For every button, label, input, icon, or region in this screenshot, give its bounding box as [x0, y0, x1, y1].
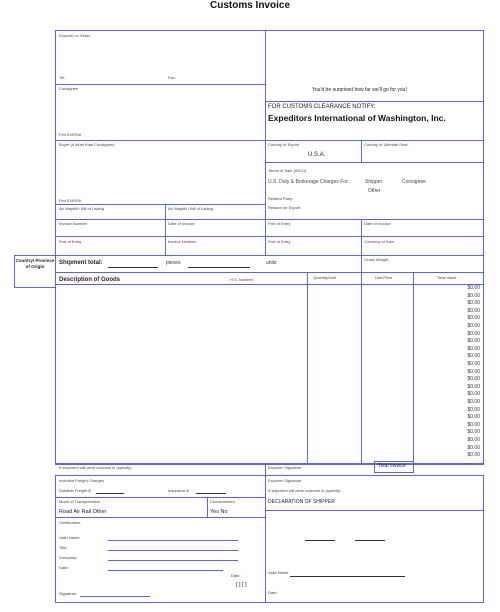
divider: [265, 30, 266, 255]
exporter-sig-label-2: Exporter Signature: [268, 478, 302, 483]
divider: [55, 255, 484, 256]
name-label: Valid Name:: [268, 570, 290, 575]
sig-underline: [80, 596, 150, 597]
sig-underline: [355, 540, 385, 541]
form-main-frame: [55, 30, 484, 465]
total-value-cell: $0.00: [467, 361, 480, 367]
country-dest-label: Country of Ultimate Dest.: [364, 142, 409, 147]
cert-line-5: Date:: [59, 565, 69, 570]
insurance-line: [196, 493, 226, 494]
fax-label: Fax:: [168, 75, 176, 80]
port-entry-label-2: Port of Entry: [268, 239, 291, 244]
total-value-cell: $0.00: [467, 345, 480, 352]
total-value-cell: $0.00: [467, 414, 480, 421]
total-value-cell: $0.00: [467, 323, 480, 329]
divider: [55, 497, 265, 498]
gross-weight-label: Gross Weight: [364, 257, 389, 262]
total-value-cell: $0.00: [467, 429, 480, 436]
divider: [265, 101, 484, 102]
divider: [207, 497, 208, 517]
currency-label: Currency of Sale: [364, 239, 394, 244]
cert-line-1: Certification:: [59, 520, 82, 525]
hs-number-label: H.S. Number: [230, 277, 254, 282]
divider: [307, 272, 308, 465]
divider: [55, 272, 484, 273]
dutiable-freight-label: Dutiable Freight $: [59, 488, 91, 493]
invoice-number-label: Invoice Number: [59, 221, 88, 226]
cert-line-2: Valid Name:: [59, 535, 81, 540]
sig-underline: [108, 550, 238, 551]
declaration-sub: If shipment will clear customs in (specify): [268, 488, 341, 493]
shipment-total-line: [108, 267, 158, 268]
sig-underline: [305, 540, 335, 541]
unit-price-label: Unit Price: [375, 275, 393, 280]
total-value-cell: $0.00: [467, 391, 480, 398]
form-title: Customs Invoice: [209, 0, 291, 11]
terms-label: Terms of Sale (INCO): [268, 168, 307, 173]
total-value-cell: $0.00: [467, 285, 480, 291]
shipper-option[interactable]: Shipper: [365, 179, 383, 185]
fed-id-label-2: Fed ID/IRS#: [59, 198, 82, 203]
consignee-option[interactable]: Consignee: [402, 179, 426, 185]
fed-id-label: Fed ID/IRS#: [59, 132, 82, 137]
divider: [165, 204, 166, 255]
containerized-options[interactable]: Yes No: [210, 509, 228, 515]
checkbox-pair[interactable]: [ ] [ ]: [236, 582, 247, 588]
related-party-label: Related Party:: [268, 196, 294, 201]
total-value-cell: $0.00: [467, 307, 480, 314]
sig-underline: [108, 570, 223, 571]
sig-underline: [290, 576, 405, 577]
cert-line-7: Date:: [231, 573, 241, 578]
total-value-cell: $0.00: [467, 399, 480, 405]
quantity-label: Quantity/Unit: [313, 275, 337, 280]
divider: [361, 272, 362, 465]
surprised-text: You'd be surprised how far we'll go for you!: [312, 87, 407, 93]
exporter-signature-label: Exporter Signature: [268, 465, 302, 470]
total-value-cell: $0.00: [467, 421, 480, 428]
freight-label: Included Freight Charges: [59, 478, 104, 483]
pieces-label: pieces: [166, 260, 181, 266]
containerized-label: Containerized: [210, 499, 235, 504]
total-value-cell: $0.00: [467, 300, 480, 307]
divider: [413, 272, 414, 465]
total-value-cell: $0.00: [467, 406, 480, 413]
additional-label: If shipment will clear customs in (specify): [59, 465, 132, 470]
country-value: U.S.A.: [308, 152, 326, 158]
port-label: Port of Entry: [59, 239, 82, 244]
country-export-label: Country of Export: [268, 142, 300, 147]
cert-line-4: Company:: [59, 555, 78, 560]
cert-line-6: Signature:: [59, 591, 78, 596]
total-value-cell: $0.00: [467, 315, 480, 322]
total-value-cell: $0.00: [467, 330, 480, 337]
reason-label: Reason for Export:: [268, 205, 302, 210]
shipment-total-label: Shipment total:: [59, 260, 103, 266]
other-option[interactable]: Other: [368, 188, 381, 194]
divider: [55, 84, 265, 85]
mode-label: Mode of Transportation: [59, 499, 101, 504]
total-value-cell: $0.00: [467, 376, 480, 383]
country-origin-label: Country/ Province of Origin: [15, 258, 55, 270]
divider: [265, 162, 484, 163]
total-value-cell: $0.00: [467, 292, 480, 299]
date-label: Date:: [268, 590, 278, 595]
total-value-cell: $0.00: [467, 368, 480, 375]
sig-underline: [108, 540, 238, 541]
divider: [265, 475, 266, 603]
divider: [265, 510, 484, 511]
duty-label: U.S. Duty & Brokerage Charges For:: [268, 179, 350, 185]
divider: [55, 219, 484, 220]
notify-label: FOR CUSTOMS CLEARANCE NOTIFY:: [268, 104, 376, 110]
declaration-label: DECLARATION OF SHIPPER: [268, 499, 335, 505]
consignee-label: Consignee: [59, 86, 79, 91]
divider: [361, 219, 362, 255]
total-value-cell: $0.00: [467, 383, 480, 390]
bottom-frame: [55, 475, 484, 603]
port-entry-label: Port of Entry: [268, 221, 291, 226]
divider: [55, 284, 484, 285]
mode-options[interactable]: Road Air Rail Other: [59, 509, 107, 515]
invoice-date-label: Date of Invoice: [168, 221, 195, 226]
sig-underline: [108, 560, 238, 561]
tel-label: Tel:: [59, 75, 66, 80]
total-value-cell: $0.00: [467, 437, 480, 443]
divider: [55, 236, 484, 237]
cert-line-3: Title:: [59, 545, 68, 550]
invoice-date-label-2: Date of Invoice: [364, 221, 391, 226]
divider: [55, 140, 484, 141]
description-label: Description of Goods: [59, 277, 121, 283]
divider: [55, 204, 265, 205]
total-value-label: Total Value: [437, 275, 457, 280]
invoice-no-label-2: Invoice Number: [168, 239, 197, 244]
units-label: units: [266, 260, 277, 266]
total-value-cell: $0.00: [467, 444, 480, 451]
airbill-label: Air Waybill / Bill of Lading: [59, 206, 104, 211]
divider: [55, 517, 265, 518]
notify-company: Expeditors International of Washington, Inc.: [268, 113, 446, 123]
total-value-cell: $0.00: [467, 353, 480, 360]
divider: [361, 140, 362, 162]
total-invoice-label: Total Invoice: [378, 463, 406, 469]
airbill-label-2: Air Waybill / Bill of Lading: [168, 206, 213, 211]
pieces-line: [188, 267, 250, 268]
divider: [265, 463, 266, 475]
dutiable-line: [96, 493, 124, 494]
divider: [55, 463, 484, 464]
divider: [361, 255, 362, 272]
exporter-label: Exporter or Seller: [59, 33, 91, 38]
total-value-cell: $0.00: [467, 452, 480, 459]
buyer-label: Buyer (if other than Consignee): [59, 142, 115, 147]
insurance-label: Insurance $: [168, 488, 189, 493]
total-value-cell: $0.00: [467, 338, 480, 345]
